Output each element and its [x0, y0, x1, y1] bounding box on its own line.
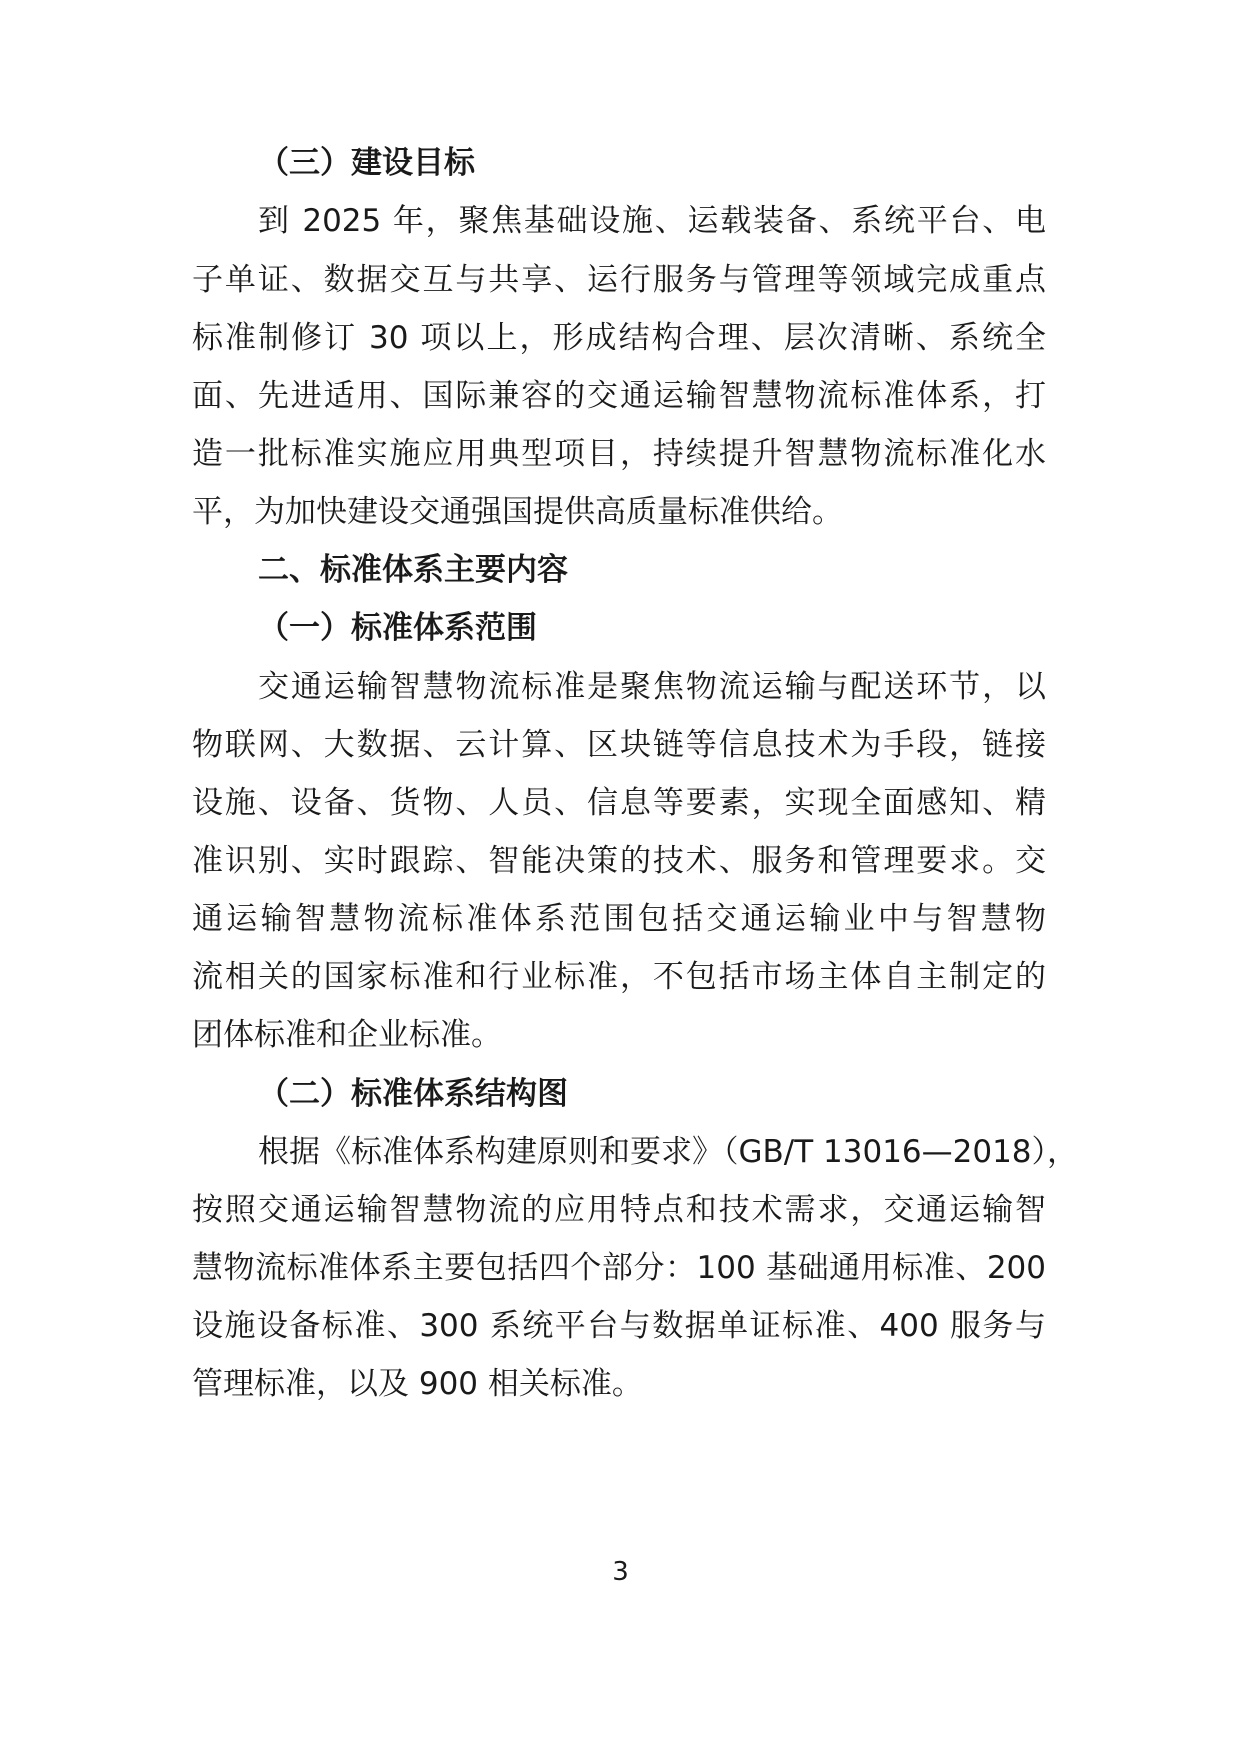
paragraph-line: 按照交通运输智慧物流的应用特点和技术需求，交通运输智	[192, 1192, 1046, 1228]
paragraph-line: 团体标准和企业标准。	[192, 1017, 502, 1053]
paragraph-line: 设施设备标准、300 系统平台与数据单证标准、400 服务与	[192, 1308, 1046, 1344]
chapter-two-title: 二、标准体系主要内容	[258, 552, 568, 588]
paragraph-line: 通运输智慧物流标准体系范围包括交通运输业中与智慧物	[192, 901, 1046, 937]
section-one-title: （一）标准体系范围	[258, 610, 537, 646]
paragraph-line: 造一批标准实施应用典型项目，持续提升智慧物流标准化水	[192, 436, 1046, 472]
section-two-title: （二）标准体系结构图	[258, 1076, 568, 1112]
paragraph-line: 流相关的国家标准和行业标准，不包括市场主体自主制定的	[192, 959, 1046, 995]
paragraph-line: 子单证、数据交互与共享、运行服务与管理等领域完成重点	[192, 262, 1046, 298]
paragraph-line: 到 2025 年，聚焦基础设施、运载装备、系统平台、电	[258, 203, 1046, 239]
section-three-title: （三）建设目标	[258, 145, 475, 181]
paragraph-line: 根据《标准体系构建原则和要求》（GB/T 13016—2018），	[258, 1134, 1079, 1170]
paragraph-line: 面、先进适用、国际兼容的交通运输智慧物流标准体系，打	[192, 378, 1046, 414]
paragraph-line: 标准制修订 30 项以上，形成结构合理、层次清晰、系统全	[192, 320, 1046, 356]
page-number: 3	[612, 1557, 629, 1587]
paragraph-line: 慧物流标准体系主要包括四个部分：100 基础通用标准、200	[192, 1250, 1046, 1286]
paragraph-line: 物联网、大数据、云计算、区块链等信息技术为手段，链接	[192, 727, 1046, 763]
paragraph-line: 准识别、实时跟踪、智能决策的技术、服务和管理要求。交	[192, 843, 1046, 879]
paragraph-line: 平，为加快建设交通强国提供高质量标准供给。	[192, 494, 843, 530]
paragraph-line: 设施、设备、货物、人员、信息等要素，实现全面感知、精	[192, 785, 1046, 821]
paragraph-line: 交通运输智慧物流标准是聚焦物流运输与配送环节，以	[258, 669, 1046, 705]
paragraph-line: 管理标准，以及 900 相关标准。	[192, 1366, 643, 1402]
